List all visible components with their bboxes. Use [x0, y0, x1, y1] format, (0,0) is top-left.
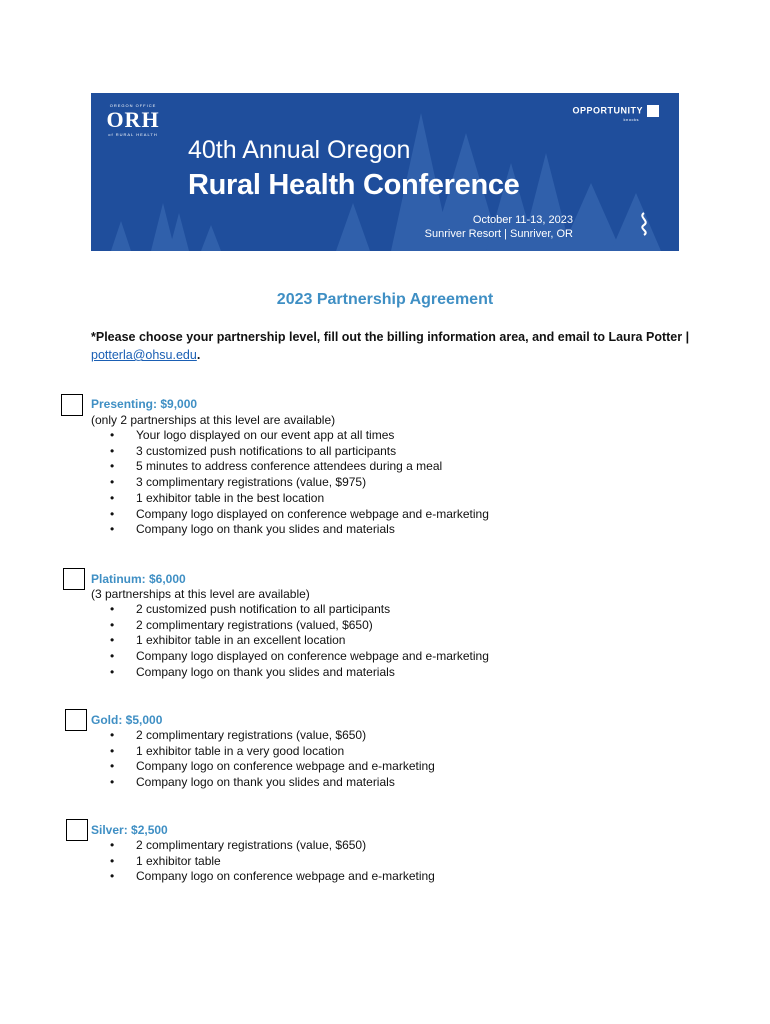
- list-item: • 1 exhibitor table in the best location: [110, 491, 489, 507]
- list-item: • 2 complimentary registrations (value, $650): [110, 838, 435, 854]
- benefits-list-gold: [110, 728, 435, 791]
- list-item: • 2 complimentary registrations (value, $650): [110, 728, 435, 744]
- list-item: • Company logo on thank you slides and materials: [110, 522, 489, 538]
- list-item: • 3 customized push notifications to all participants: [110, 444, 489, 460]
- list-item: • 2 customized push notification to all participants: [110, 602, 489, 618]
- checkbox-platinum[interactable]: [63, 568, 85, 590]
- list-item: • Your logo displayed on our event app at all times: [110, 428, 489, 444]
- email-link[interactable]: potterla@ohsu.edu: [91, 348, 197, 362]
- door-icon: [647, 105, 659, 117]
- checkbox-presenting[interactable]: [61, 394, 83, 416]
- list-item: • 5 minutes to address conference attendees during a meal: [110, 459, 489, 475]
- benefits-list-silver: [110, 838, 435, 885]
- level-title-silver: Silver: $2,500: [91, 823, 168, 837]
- banner-title-line1: 40th Annual Oregon: [188, 136, 411, 164]
- instructions: *Please choose your partnership level, fill out the billing information area, and email to Laura Potter | potterla@ohsu.edu.: [91, 330, 690, 362]
- level-title-gold: Gold: $5,000: [91, 713, 163, 727]
- level-note-presenting: (only 2 partnerships at this level are available): [91, 413, 336, 427]
- opportunity-knocks-logo: OPPORTUNITY knocks: [572, 105, 659, 122]
- checkbox-gold[interactable]: [65, 709, 87, 731]
- list-item: • Company logo on conference webpage and e-marketing: [110, 759, 435, 775]
- benefits-list-presenting: [110, 428, 489, 538]
- benefits-list-platinum: [110, 602, 489, 681]
- list-item: • 3 complimentary registrations (value, $975): [110, 475, 489, 491]
- list-item: • Company logo displayed on conference webpage and e-marketing: [110, 507, 489, 523]
- list-item: • Company logo on conference webpage and e-marketing: [110, 869, 435, 885]
- ohsu-logo-icon: [635, 211, 653, 237]
- conference-banner: [91, 93, 679, 251]
- page-title: 2023 Partnership Agreement: [276, 291, 494, 308]
- checkbox-silver[interactable]: [66, 819, 88, 841]
- list-item: • 2 complimentary registrations (valued, $650): [110, 618, 489, 634]
- banner-title-line2: Rural Health Conference: [188, 169, 520, 201]
- banner-date-venue: October 11-13, 2023 Sunriver Resort | Sunriver, OR: [424, 214, 573, 240]
- list-item: • Company logo on thank you slides and materials: [110, 775, 435, 791]
- list-item: • 1 exhibitor table in a very good location: [110, 744, 435, 760]
- list-item: • Company logo on thank you slides and materials: [110, 665, 489, 681]
- level-note-platinum: (3 partnerships at this level are available): [91, 587, 310, 601]
- level-title-presenting: Presenting: $9,000: [91, 397, 198, 411]
- list-item: • 1 exhibitor table: [110, 854, 435, 870]
- list-item: • Company logo displayed on conference webpage and e-marketing: [110, 649, 489, 665]
- level-title-platinum: Platinum: $6,000: [91, 572, 186, 586]
- orh-logo: OREGON OFFICE ORH of RURAL HEALTH: [106, 103, 160, 137]
- list-item: • 1 exhibitor table in an excellent location: [110, 633, 489, 649]
